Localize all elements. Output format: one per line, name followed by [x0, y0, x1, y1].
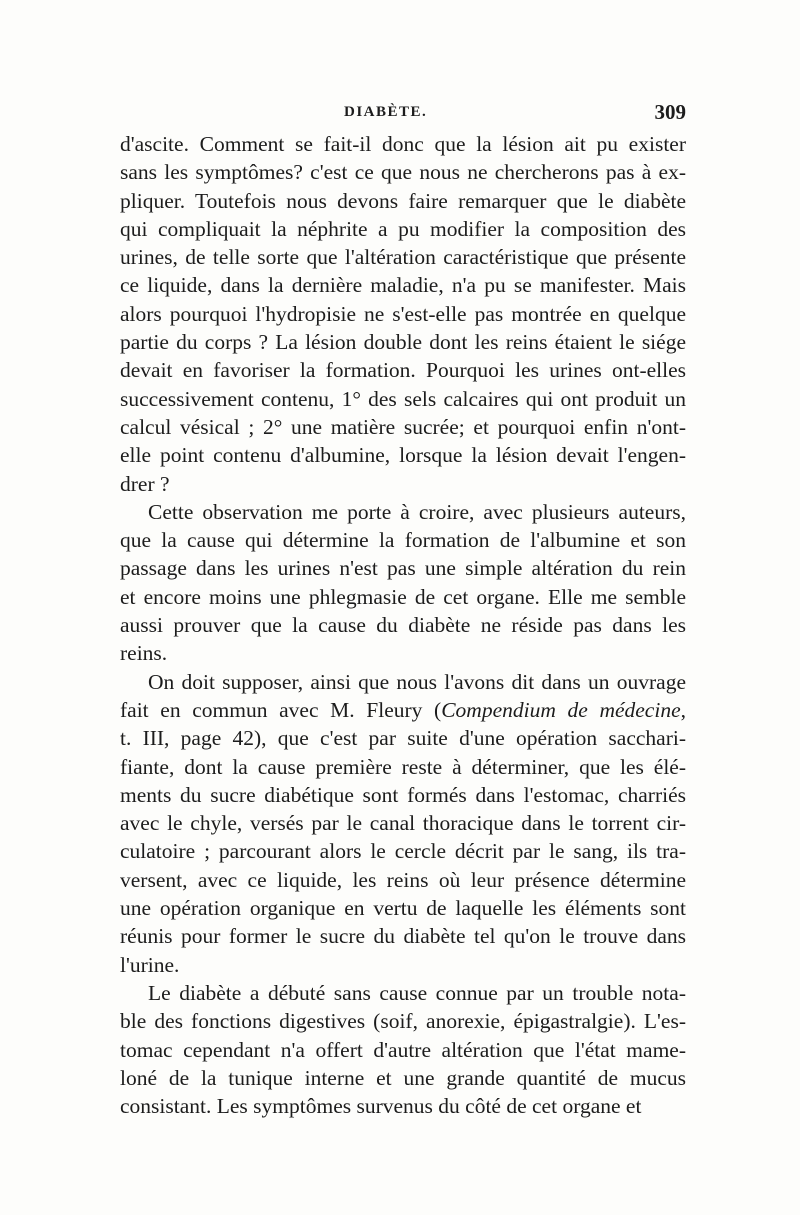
running-title: DIABÈTE. — [344, 104, 428, 120]
text-line: ments du sucre diabétique sont formés dans l'estomac, charriés — [120, 782, 686, 807]
text-line: devait en favoriser la formation. Pourquoi les urines ont-elles — [120, 358, 686, 383]
text-line: loné de la tunique interne et une grande quantité de mucus — [120, 1065, 686, 1090]
text-line: passage dans les urines n'est pas une simple altération du rein — [120, 556, 686, 581]
text-line: t. III, page 42), que c'est par suite d'une opération sacchari- — [120, 726, 686, 751]
text-line: aussi prouver que la cause du diabète ne réside pas dans les — [120, 613, 686, 638]
text-line: qui compliquait la néphrite a pu modifier la composition des — [120, 216, 686, 241]
text-line: fait en commun avec M. Fleury (Compendium de médecine, — [120, 697, 686, 722]
text-line: versent, avec ce liquide, les reins où leur présence détermine — [120, 867, 686, 892]
paragraph — [120, 130, 686, 498]
text-line: reins. — [120, 641, 168, 666]
running-head — [120, 100, 686, 124]
text-line: On doit supposer, ainsi que nous l'avons dit dans un ouvrage — [148, 669, 686, 694]
text-line: l'urine. — [120, 952, 180, 977]
text-line: culatoire ; parcourant alors le cercle décrit par le sang, ils tra- — [120, 839, 686, 864]
text-line: une opération organique en vertu de laquelle les éléments sont — [120, 896, 686, 921]
paragraph — [120, 498, 686, 668]
text-line: sans les symptômes? c'est ce que nous ne chercherons pas à ex- — [120, 160, 686, 185]
text-line: fiante, dont la cause première reste à déterminer, que les élé- — [120, 754, 686, 779]
text-line: ce liquide, dans la dernière maladie, n'a pu se manifester. Mais — [120, 273, 686, 298]
body-text — [120, 130, 686, 1120]
text-line: consistant. Les symptômes survenus du côté de cet organe et — [120, 1094, 642, 1119]
text-line: urines, de telle sorte que l'altération caractéristique que présente — [120, 245, 686, 270]
page-number: 309 — [654, 100, 686, 124]
text-line: drer ? — [120, 471, 170, 496]
text-line: ble des fonctions digestives (soif, anorexie, épigastralgie). L'es- — [120, 1009, 686, 1034]
text-line: Le diabète a débuté sans cause connue par un trouble nota- — [148, 980, 686, 1005]
paragraph — [120, 979, 686, 1120]
text-line: Cette observation me porte à croire, avec plusieurs auteurs, — [148, 499, 686, 524]
text-line: tomac cependant n'a offert d'autre altération que l'état mame- — [120, 1037, 686, 1062]
text-line: avec le chyle, versés par le canal thoracique dans le torrent cir- — [120, 811, 686, 836]
text-line: alors pourquoi l'hydropisie ne s'est-elle pas montrée en quelque — [120, 301, 686, 326]
text-line: réunis pour former le sucre du diabète tel qu'on le trouve dans — [120, 924, 686, 949]
text-line: d'ascite. Comment se fait-il donc que la lésion ait pu exister — [120, 132, 686, 156]
text-line: elle point contenu d'albumine, lorsque la lésion devait l'engen- — [120, 443, 686, 468]
paragraph — [120, 668, 686, 979]
text-line: que la cause qui détermine la formation de l'albumine et son — [120, 528, 686, 553]
text-line: calcul vésical ; 2° une matière sucrée; et pourquoi enfin n'ont- — [120, 414, 686, 439]
text-line: et encore moins une phlegmasie de cet organe. Elle me semble — [120, 584, 686, 609]
text-line: successivement contenu, 1° des sels calcaires qui ont produit un — [120, 386, 686, 411]
text-line: partie du corps ? La lésion double dont les reins étaient le siége — [120, 330, 686, 355]
text-line: pliquer. Toutefois nous devons faire remarquer que le diabète — [120, 188, 686, 213]
